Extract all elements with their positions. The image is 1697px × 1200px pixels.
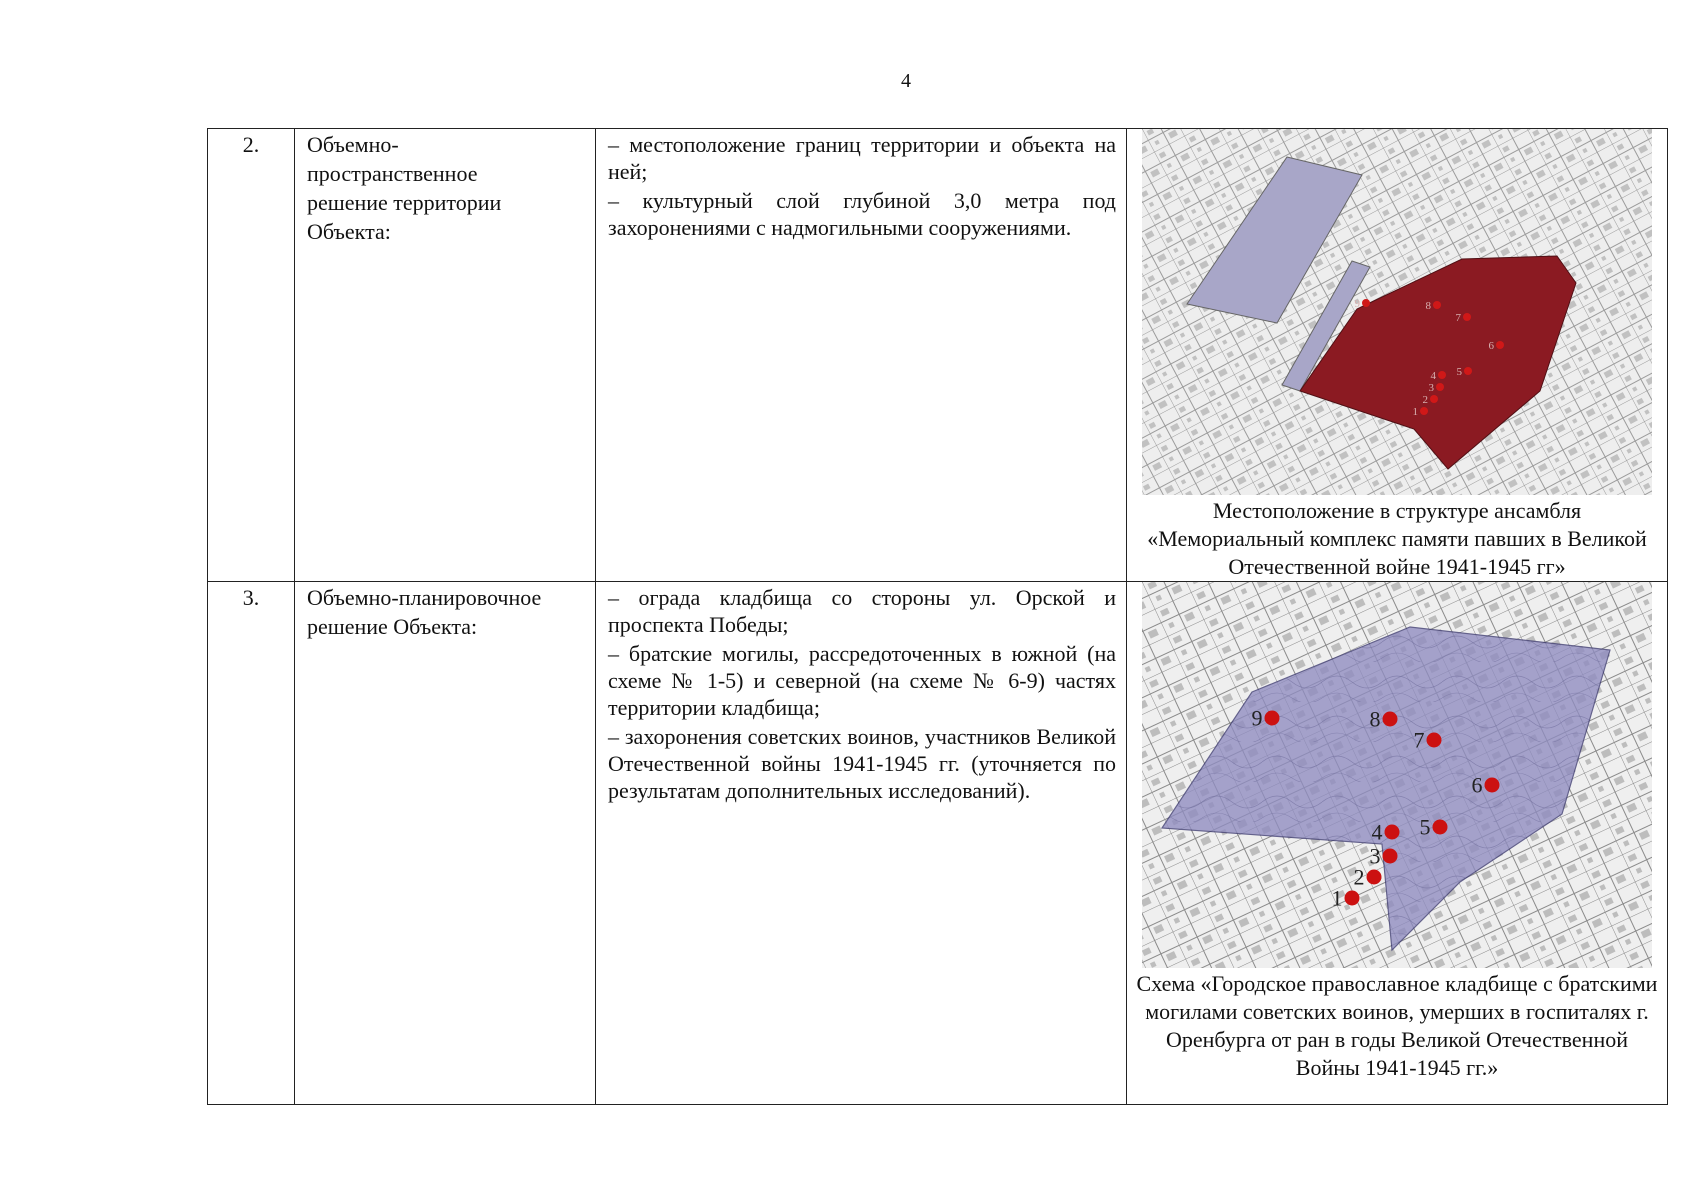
burial-marker-3	[1383, 849, 1398, 864]
burial-marker-label: 7	[1413, 727, 1425, 753]
description-item: – захоронения советских воинов, участников Великой Отечественной войны 1941-1945 гг. (уточняется по результатам дополнительных исследований).	[608, 724, 1116, 803]
burial-marker-label: 2	[1422, 393, 1428, 406]
burial-marker-label: 7	[1455, 311, 1461, 324]
figure-cell	[1127, 129, 1668, 582]
burial-marker-8	[1383, 712, 1398, 727]
burial-marker-5	[1433, 820, 1448, 835]
burial-marker-3	[1436, 383, 1444, 391]
figure-caption: Местоположение в структуре ансамбля «Мемориальный комплекс памяти павших в Великой Отечественной войне 1941-1945 гг»	[1147, 498, 1647, 579]
burial-marker-6	[1496, 341, 1504, 349]
burial-marker-2	[1367, 870, 1382, 885]
burial-marker-label: 3	[1369, 843, 1381, 869]
burial-marker-6	[1485, 778, 1500, 793]
burial-marker-label: 9	[1354, 297, 1360, 310]
page-number: 4	[901, 70, 911, 92]
row-title-line: Объекта:	[307, 219, 391, 244]
burial-marker-label: 4	[1371, 819, 1383, 845]
row-description	[596, 582, 1127, 1105]
burial-marker-label: 5	[1456, 365, 1462, 378]
row-title-line: решение территории	[307, 190, 502, 215]
burial-marker-label: 6	[1471, 772, 1483, 798]
table-row	[208, 582, 1668, 1105]
burial-marker-4	[1385, 825, 1400, 840]
burial-marker-label: 8	[1369, 706, 1381, 732]
row-title	[295, 129, 596, 582]
burial-marker-7	[1463, 313, 1471, 321]
burial-marker-label: 3	[1428, 381, 1434, 394]
burial-marker-label: 1	[1412, 405, 1418, 418]
row-number: 3.	[208, 582, 295, 1105]
row-title-line: решение Объекта:	[307, 614, 478, 639]
burial-marker-label: 2	[1353, 864, 1365, 890]
burial-marker-label: 1	[1331, 885, 1343, 911]
figure-cell	[1127, 582, 1668, 1105]
burial-marker-1	[1345, 891, 1360, 906]
row-title-line: Объемно-	[307, 132, 399, 157]
description-item: – местоположение границ территории и объекта на ней;	[608, 132, 1116, 184]
burial-marker-8	[1433, 301, 1441, 309]
burial-marker-1	[1420, 407, 1428, 415]
figure-caption: Схема «Городское православное кладбище с братскими могилами советских воинов, умерших в госпиталях г. Оренбурга от ран в годы Великой Отечественной Войны 1941-1945 гг.»	[1136, 971, 1658, 1080]
location-map	[1142, 129, 1652, 495]
description-item: – культурный слой глубиной 3,0 метра под захоронениями с надмогильными сооружениями.	[608, 188, 1116, 240]
burial-marker-7	[1427, 733, 1442, 748]
burial-marker-label: 5	[1419, 814, 1431, 840]
burial-marker-9	[1265, 711, 1280, 726]
description-item: – ограда кладбища со стороны ул. Орской и проспекта Победы;	[608, 585, 1116, 637]
row-title-line: Объемно-планировочное	[307, 585, 542, 610]
row-description	[596, 129, 1127, 582]
objects-table	[207, 128, 1668, 1105]
table-row	[208, 129, 1668, 582]
burial-marker-4	[1438, 371, 1446, 379]
burial-marker-label: 4	[1430, 369, 1436, 382]
burial-marker-label: 6	[1488, 339, 1494, 352]
row-title	[295, 582, 596, 1105]
burial-marker-label: 9	[1251, 705, 1263, 731]
burial-marker-9	[1362, 299, 1370, 307]
description-item: – братские могилы, рассредоточенных в южной (на схеме № 1-5) и северной (на схеме № 6-9) частях территории кладбища;	[608, 641, 1116, 720]
burial-marker-2	[1430, 395, 1438, 403]
cemetery-scheme-map	[1142, 582, 1652, 968]
burial-marker-5	[1464, 367, 1472, 375]
row-number: 2.	[208, 129, 295, 582]
row-title-line: пространственное	[307, 161, 478, 186]
burial-marker-label: 8	[1425, 299, 1431, 312]
